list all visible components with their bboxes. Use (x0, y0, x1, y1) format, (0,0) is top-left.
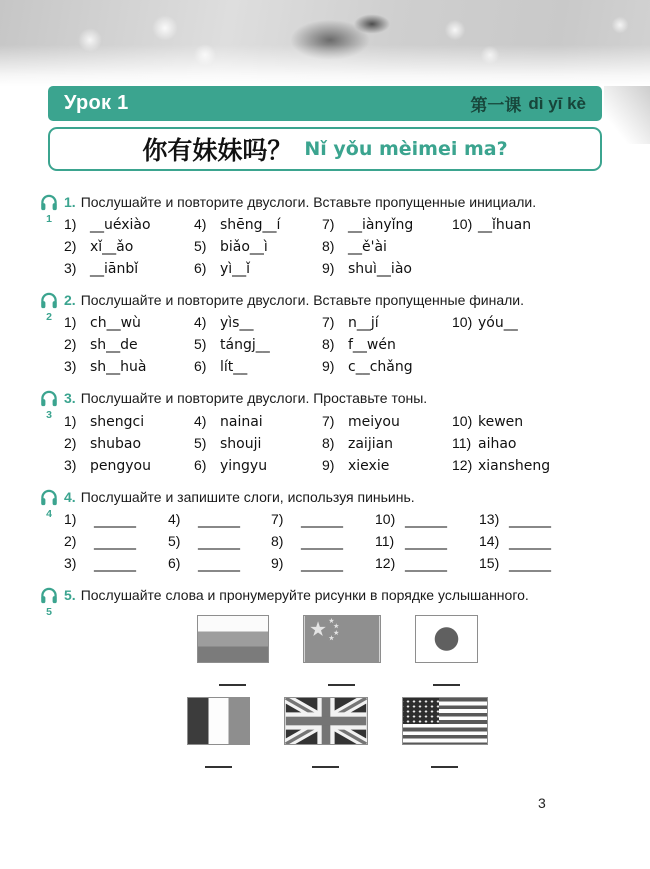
answer-blank-line (312, 752, 339, 768)
list-item (452, 413, 610, 430)
list-item (322, 260, 452, 277)
item-label: 8) (322, 238, 335, 255)
item-label: 9) (322, 456, 335, 473)
exercise-number: 4. (64, 488, 76, 505)
item-label: 1) (64, 314, 77, 331)
usa-flag-icon (402, 697, 488, 745)
exercise-1 (40, 193, 610, 282)
exercise-instruction (64, 193, 610, 211)
list-item (271, 511, 375, 528)
exercise-5 (40, 586, 610, 768)
list-item (64, 413, 194, 430)
item-label: 13) (479, 510, 500, 527)
list-item (194, 435, 322, 452)
exercise-items (64, 413, 610, 479)
item-text: f__wén (348, 337, 396, 354)
answer-blank: ______ (405, 511, 447, 528)
item-text: __iānbǐ (90, 261, 139, 278)
exercise-body (64, 488, 610, 577)
exercise-items (64, 216, 610, 282)
china-flag-icon (303, 615, 381, 663)
item-label: 3) (64, 260, 77, 277)
france-flag-icon (187, 697, 250, 745)
item-label: 3) (64, 554, 77, 571)
flag-item-japan (415, 615, 478, 686)
item-text: tángj__ (220, 337, 270, 354)
list-item (479, 511, 610, 528)
item-text: yóu__ (478, 315, 518, 332)
instruction-text: Послушайте и повторите двуслоги. Вставьте пропущенные финали. (80, 292, 524, 309)
answer-blank: ______ (509, 511, 551, 528)
item-text: biǎo__ì (220, 239, 268, 256)
item-label: 9) (322, 358, 335, 375)
list-item (375, 511, 479, 528)
list-item (452, 457, 610, 474)
lesson-question-box (48, 127, 602, 171)
list-item (168, 533, 271, 550)
item-label: 2) (64, 532, 77, 549)
lesson-chinese: 第一课 (470, 96, 522, 115)
exercise-instruction (64, 291, 610, 309)
audio-track-number: 5 (46, 605, 52, 618)
exercise-2 (40, 291, 610, 380)
answer-blank-line (219, 670, 246, 686)
list-item (64, 555, 168, 572)
exercise-body (64, 389, 610, 478)
item-label: 3) (64, 358, 77, 375)
list-item (64, 533, 168, 550)
list-item (64, 216, 194, 233)
list-item (194, 336, 322, 353)
item-text: __iànyǐng (348, 217, 414, 234)
instruction-text: Послушайте и повторите двуслоги. Вставьте пропущенные инициали. (80, 194, 537, 210)
item-label: 7) (322, 412, 335, 429)
answer-blank-line (328, 670, 355, 686)
answer-blank: ______ (509, 533, 551, 550)
exercise-number: 1. (64, 194, 76, 210)
list-item (194, 413, 322, 430)
list-item (479, 533, 610, 550)
list-item (194, 457, 322, 474)
list-item (322, 435, 452, 452)
list-item (479, 555, 610, 572)
item-text: xiexie (348, 457, 390, 474)
item-label: 7) (322, 314, 335, 331)
exercise-body (64, 586, 610, 768)
exercise-number: 3. (64, 390, 76, 407)
exercise-number: 5. (64, 586, 76, 603)
item-label: 7) (271, 510, 284, 527)
list-item (375, 555, 479, 572)
item-label: 8) (322, 336, 335, 353)
item-label: 5) (194, 434, 207, 451)
item-text: shengci (90, 413, 145, 430)
item-label: 8) (322, 434, 335, 451)
item-text: yingyu (220, 457, 268, 474)
answer-blank: ______ (94, 511, 136, 528)
item-text: shouji (220, 435, 262, 452)
russia-flag-icon (197, 615, 269, 663)
item-label: 1) (64, 510, 77, 527)
item-text: __uéxiào (90, 217, 151, 234)
item-label: 15) (479, 554, 500, 571)
item-text: yì__ǐ (220, 261, 251, 278)
question-chinese: 你有妹妹吗？ (142, 136, 293, 165)
answer-blank: ______ (94, 533, 136, 550)
list-item (194, 260, 322, 277)
item-label: 2) (64, 238, 77, 255)
item-text: xiansheng (478, 457, 551, 474)
headphones-icon (40, 389, 64, 478)
item-label: 12) (452, 456, 473, 473)
item-label: 9) (322, 260, 335, 277)
list-item (452, 216, 610, 233)
list-item (64, 238, 194, 255)
item-text: shubao (90, 435, 142, 452)
item-text: xǐ__ǎo (90, 239, 134, 256)
item-text: meiyou (348, 413, 400, 430)
item-text: sh__de (90, 337, 138, 354)
item-text: yìs__ (220, 315, 254, 332)
item-text: shuì__iào (348, 261, 412, 278)
lesson-title: Урок 1 (64, 92, 129, 114)
item-label: 9) (271, 554, 284, 571)
item-text: lít__ (220, 359, 248, 376)
item-label: 14) (479, 532, 500, 549)
item-label: 10) (375, 510, 396, 527)
answer-blank: ______ (405, 555, 447, 572)
item-text: c__chǎng (348, 359, 413, 376)
item-label: 3) (64, 456, 77, 473)
lesson-subtitle (470, 91, 586, 116)
audio-track-number: 4 (46, 507, 52, 520)
item-label: 10) (452, 216, 473, 233)
item-text: ch__wù (90, 315, 141, 332)
answer-blank: ______ (509, 555, 551, 572)
lesson-pinyin: dì yī kè (528, 93, 586, 113)
flag-item-russia (197, 615, 269, 686)
usa-flag-canton (403, 698, 439, 724)
exercise-4 (40, 488, 610, 577)
item-label: 12) (375, 554, 396, 571)
japan-flag-icon (415, 615, 478, 663)
flag-item-france (187, 697, 250, 768)
item-label: 10) (452, 412, 473, 429)
answer-blank-line (205, 752, 232, 768)
item-label: 5) (168, 532, 181, 549)
list-item (194, 216, 322, 233)
list-item (64, 435, 194, 452)
flag-item-china (303, 615, 381, 686)
instruction-text: Послушайте и запишите слоги, используя пиньинь. (80, 488, 415, 505)
list-item (322, 314, 452, 331)
item-text: shēng__í (220, 217, 281, 234)
list-item (322, 413, 452, 430)
headphones-icon (40, 193, 64, 282)
item-label: 6) (194, 358, 207, 375)
item-text: pengyou (90, 457, 151, 474)
list-item (64, 457, 194, 474)
answer-blank: ______ (198, 511, 240, 528)
list-item (64, 314, 194, 331)
instruction-text: Послушайте и повторите двуслоги. Проставьте тоны. (80, 390, 428, 407)
answer-blank: ______ (198, 555, 240, 572)
item-text: nainai (220, 413, 263, 430)
headphones-icon (40, 488, 64, 577)
list-item (194, 238, 322, 255)
list-item (194, 314, 322, 331)
item-label: 11) (452, 434, 472, 451)
list-item (64, 336, 194, 353)
exercise-body (64, 193, 610, 282)
instruction-text: Послушайте слова и пронумеруйте рисунки в порядке услышанного. (80, 586, 529, 603)
flag-item-uk (284, 697, 368, 768)
flags-row-2 (64, 697, 610, 768)
headphones-icon (40, 291, 64, 380)
list-item (64, 358, 194, 375)
answer-blank: ______ (301, 511, 343, 528)
item-label: 7) (322, 216, 335, 233)
list-item (168, 511, 271, 528)
list-item (271, 555, 375, 572)
item-label: 11) (375, 532, 395, 549)
answer-blank-line (431, 752, 458, 768)
item-label: 6) (168, 554, 181, 571)
list-item (375, 533, 479, 550)
item-label: 4) (194, 412, 207, 429)
answer-blank: ______ (198, 533, 240, 550)
audio-track-number: 3 (46, 409, 52, 422)
flags-row-1 (64, 615, 610, 686)
answer-blank: ______ (405, 533, 447, 550)
exercise-body (64, 291, 610, 380)
list-item (322, 358, 452, 375)
headphones-icon (40, 586, 64, 768)
uk-flag-icon (284, 697, 368, 745)
answer-blank: ______ (94, 555, 136, 572)
lesson-banner (48, 86, 602, 121)
item-label: 2) (64, 336, 77, 353)
item-label: 8) (271, 532, 284, 549)
item-text: zaijian (348, 435, 394, 452)
item-label: 2) (64, 434, 77, 451)
item-text: __ě'ài (348, 239, 387, 256)
exercise-instruction (64, 389, 610, 407)
exercise-instruction (64, 586, 610, 604)
answer-blank: ______ (301, 533, 343, 550)
item-label: 5) (194, 336, 207, 353)
exercise-items (64, 511, 610, 577)
exercise-items (64, 314, 610, 380)
flag-item-usa (402, 697, 488, 768)
exercise-3 (40, 389, 610, 478)
exercise-number: 2. (64, 292, 76, 309)
answer-blank-line (433, 670, 460, 686)
list-item (452, 314, 610, 331)
item-label: 5) (194, 238, 207, 255)
exercise-instruction (64, 488, 610, 506)
item-label: 1) (64, 216, 77, 233)
page-number: 3 (538, 795, 546, 811)
page-content (0, 171, 650, 768)
answer-blank: ______ (301, 555, 343, 572)
list-item (168, 555, 271, 572)
item-text: aihao (478, 435, 517, 452)
item-text: n__jí (348, 315, 379, 332)
list-item (322, 457, 452, 474)
item-label: 1) (64, 412, 77, 429)
question-pinyin: Nǐ yǒu mèimei ma? (304, 138, 508, 160)
item-label: 4) (168, 510, 181, 527)
item-label: 10) (452, 314, 473, 331)
item-label: 6) (194, 456, 207, 473)
item-text: sh__huà (90, 359, 147, 376)
list-item (322, 238, 452, 255)
item-label: 6) (194, 260, 207, 277)
item-text: kewen (478, 413, 524, 430)
item-text: __ǐhuan (478, 217, 532, 234)
list-item (194, 358, 322, 375)
list-item (64, 260, 194, 277)
list-item (322, 216, 452, 233)
decorative-header-photo (0, 0, 650, 86)
list-item (322, 336, 452, 353)
list-item (452, 435, 610, 452)
item-label: 4) (194, 314, 207, 331)
decorative-photo-edge (604, 86, 650, 144)
audio-track-number: 2 (46, 311, 52, 324)
list-item (64, 511, 168, 528)
list-item (271, 533, 375, 550)
item-label: 4) (194, 216, 207, 233)
audio-track-number: 1 (46, 213, 52, 225)
